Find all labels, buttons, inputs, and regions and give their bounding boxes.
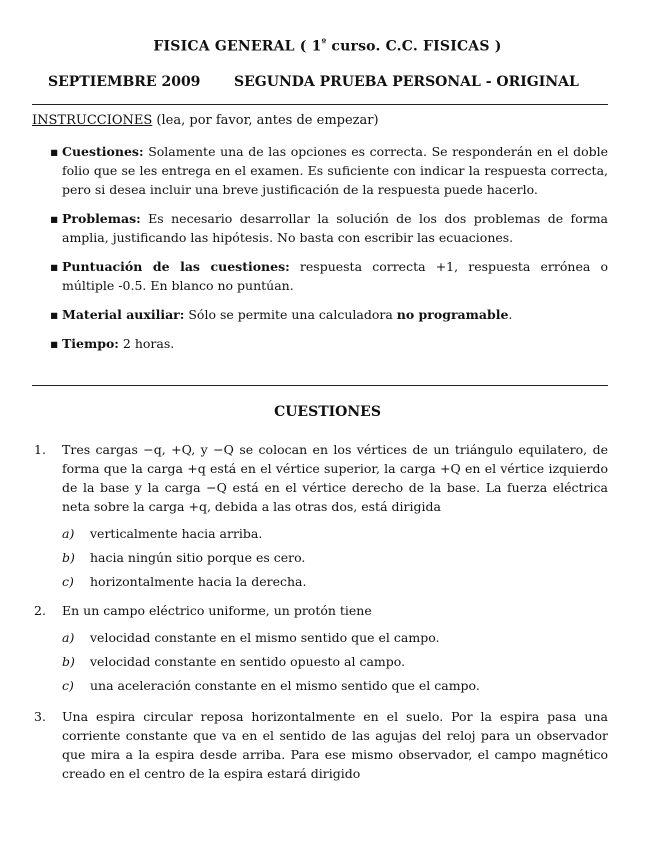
option-text: hacia ningún sitio porque es cero. [90,550,306,565]
question-stem: Una espira circular reposa horizontalmente en el suelo. Por la espira pasa una corriente constante que va en el sentido de las agujas del reloj para un observador que mira a la espira desde arriba. Para ese mismo observador, el campo magnético creado en el centro de la espira estará dirigido [62,709,608,781]
section-title: CUESTIONES [274,404,381,420]
questions-list [32,440,608,783]
instructions-heading [32,113,379,128]
title-part-a: FISICA GENERAL ( 1 [153,38,322,55]
question-number: 2. [34,603,46,618]
instructions-note: (lea, por favor, antes de empezar) [152,113,379,128]
instruction-label: Material auxiliar: [62,307,185,322]
instruction-item [32,257,608,295]
instruction-emphasis: no programable [396,307,509,322]
instructions-list [32,142,608,363]
instruction-tail: . [508,307,513,322]
options-list [62,524,608,591]
instruction-item [32,334,608,353]
instructions-title: INSTRUCCIONES [32,113,153,128]
option-label: c) [62,678,74,693]
option-text: velocidad constante en el mismo sentido que el campo. [90,630,440,645]
instruction-label: Cuestiones: [62,144,144,159]
instruction-item [32,209,608,247]
bullet-icon: ▪ [50,336,59,351]
exam-title [0,38,655,55]
instruction-text: respuesta correcta +1, respuesta errónea o múltiple -0.5. En blanco no puntúan. [62,259,608,293]
option-text: velocidad constante en sentido opuesto al campo. [90,654,406,669]
title-superscript: º [321,38,327,48]
top-divider [32,104,608,105]
instruction-item [32,142,608,199]
bullet-icon: ▪ [50,307,59,322]
exam-date: SEPTIEMBRE 2009 [48,74,201,90]
exam-type: SEGUNDA PRUEBA PERSONAL - ORIGINAL [234,74,579,90]
section-divider [32,385,608,386]
option-item [62,628,608,647]
instruction-text: Sólo se permite una calculadora [184,307,397,322]
option-item [62,524,608,543]
instruction-label: Problemas: [62,211,141,226]
instruction-item [32,305,608,324]
instruction-label: Puntuación de las cuestiones: [62,259,290,274]
option-text: verticalmente hacia arriba. [90,526,263,541]
question-number: 3. [34,709,46,724]
option-label: b) [62,654,75,669]
bullet-icon: ▪ [50,144,59,159]
bullet-icon: ▪ [50,259,59,274]
instruction-text: Solamente una de las opciones es correcta. Se responderán en el doble folio que se les entrega en el examen. Es suficiente con indicar la respuesta correcta, pero si desea incluir una breve justificación de la respuesta puede hacerlo. [62,144,608,197]
instruction-label: Tiempo: [62,336,119,351]
option-label: a) [62,630,75,645]
option-item [62,572,608,591]
instruction-text: 2 horas. [118,336,175,351]
bullet-icon: ▪ [50,211,59,226]
option-label: c) [62,574,74,589]
options-list [62,628,608,695]
option-item [62,676,608,695]
option-item [62,652,608,671]
title-part-b: curso. C.C. FISICAS ) [326,38,502,55]
option-label: a) [62,526,75,541]
question-item [32,601,608,695]
question-item [32,707,608,783]
question-number: 1. [34,442,46,457]
option-text: una aceleración constante en el mismo sentido que el campo. [90,678,480,693]
question-item [32,440,608,591]
option-text: horizontalmente hacia la derecha. [90,574,307,589]
question-stem: Tres cargas −q, +Q, y −Q se colocan en los vértices de un triángulo equilatero, de forma que la carga +q está en el vértice superior, la carga +Q en el vértice izquierdo de la base y la carga −Q está en el vértice derecho de la base. La fuerza eléctrica neta sobre la carga +q, debida a las otras dos, está dirigida [62,442,608,514]
option-label: b) [62,550,75,565]
option-item [62,548,608,567]
question-stem: En un campo eléctrico uniforme, un protón tiene [62,603,372,618]
exam-subtitle [48,74,608,90]
instruction-text: Es necesario desarrollar la solución de los dos problemas de forma amplia, justificando las hipótesis. No basta con escribir las ecuaciones. [62,211,608,245]
